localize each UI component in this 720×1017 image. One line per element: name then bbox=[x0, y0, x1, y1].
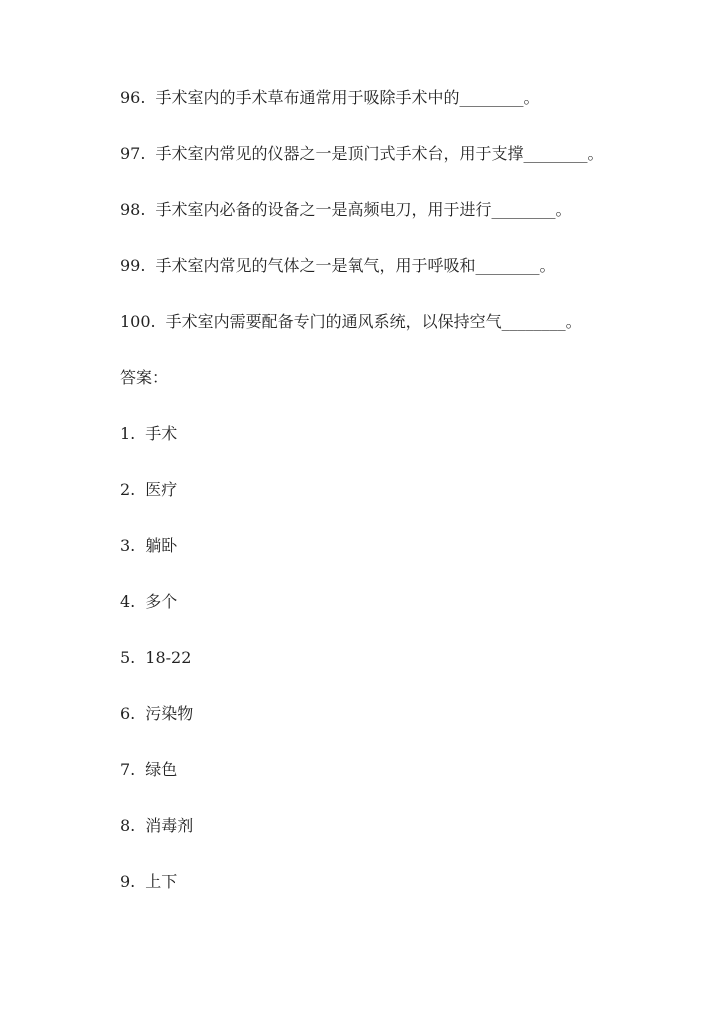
answer-number: 7. bbox=[120, 760, 136, 779]
answer-text: 多个 bbox=[145, 592, 178, 611]
answer-number: 3. bbox=[120, 536, 136, 555]
answers-heading: 答案： bbox=[120, 368, 169, 387]
question-99 bbox=[120, 256, 555, 276]
answer-number: 1. bbox=[120, 424, 136, 443]
answer-text: 上下 bbox=[145, 872, 178, 891]
answer-9 bbox=[120, 872, 177, 892]
question-number: 96. bbox=[120, 88, 146, 107]
answer-text: 躺卧 bbox=[145, 536, 178, 555]
question-97 bbox=[120, 144, 603, 164]
answer-8 bbox=[120, 816, 193, 836]
answer-number: 5. bbox=[120, 648, 136, 667]
question-number: 100. bbox=[120, 312, 156, 331]
answer-number: 4. bbox=[120, 592, 136, 611]
question-text: 手术室内必备的设备之一是高频电刀，用于进行________。 bbox=[155, 200, 572, 219]
answer-5 bbox=[120, 648, 191, 668]
answer-1 bbox=[120, 424, 177, 444]
answer-2 bbox=[120, 480, 177, 500]
question-number: 98. bbox=[120, 200, 146, 219]
answer-text: 污染物 bbox=[145, 704, 194, 723]
answer-text: 消毒剂 bbox=[145, 816, 194, 835]
question-text: 手术室内常见的仪器之一是顶门式手术台，用于支撑________。 bbox=[155, 144, 604, 163]
answer-6 bbox=[120, 704, 193, 724]
question-96 bbox=[120, 88, 539, 108]
answer-text: 18-22 bbox=[145, 648, 192, 667]
answer-3 bbox=[120, 536, 177, 556]
question-text: 手术室内需要配备专门的通风系统，以保持空气________。 bbox=[165, 312, 582, 331]
question-98 bbox=[120, 200, 571, 220]
question-text: 手术室内常见的气体之一是氧气，用于呼吸和________。 bbox=[155, 256, 556, 275]
question-number: 97. bbox=[120, 144, 146, 163]
question-100 bbox=[120, 312, 582, 332]
answer-text: 医疗 bbox=[145, 480, 178, 499]
answer-number: 6. bbox=[120, 704, 136, 723]
answer-4 bbox=[120, 592, 177, 612]
answer-number: 9. bbox=[120, 872, 136, 891]
question-text: 手术室内的手术草布通常用于吸除手术中的________。 bbox=[155, 88, 540, 107]
answer-7 bbox=[120, 760, 177, 780]
answer-number: 8. bbox=[120, 816, 136, 835]
question-number: 99. bbox=[120, 256, 146, 275]
answer-text: 手术 bbox=[145, 424, 178, 443]
answer-number: 2. bbox=[120, 480, 136, 499]
answer-text: 绿色 bbox=[145, 760, 178, 779]
